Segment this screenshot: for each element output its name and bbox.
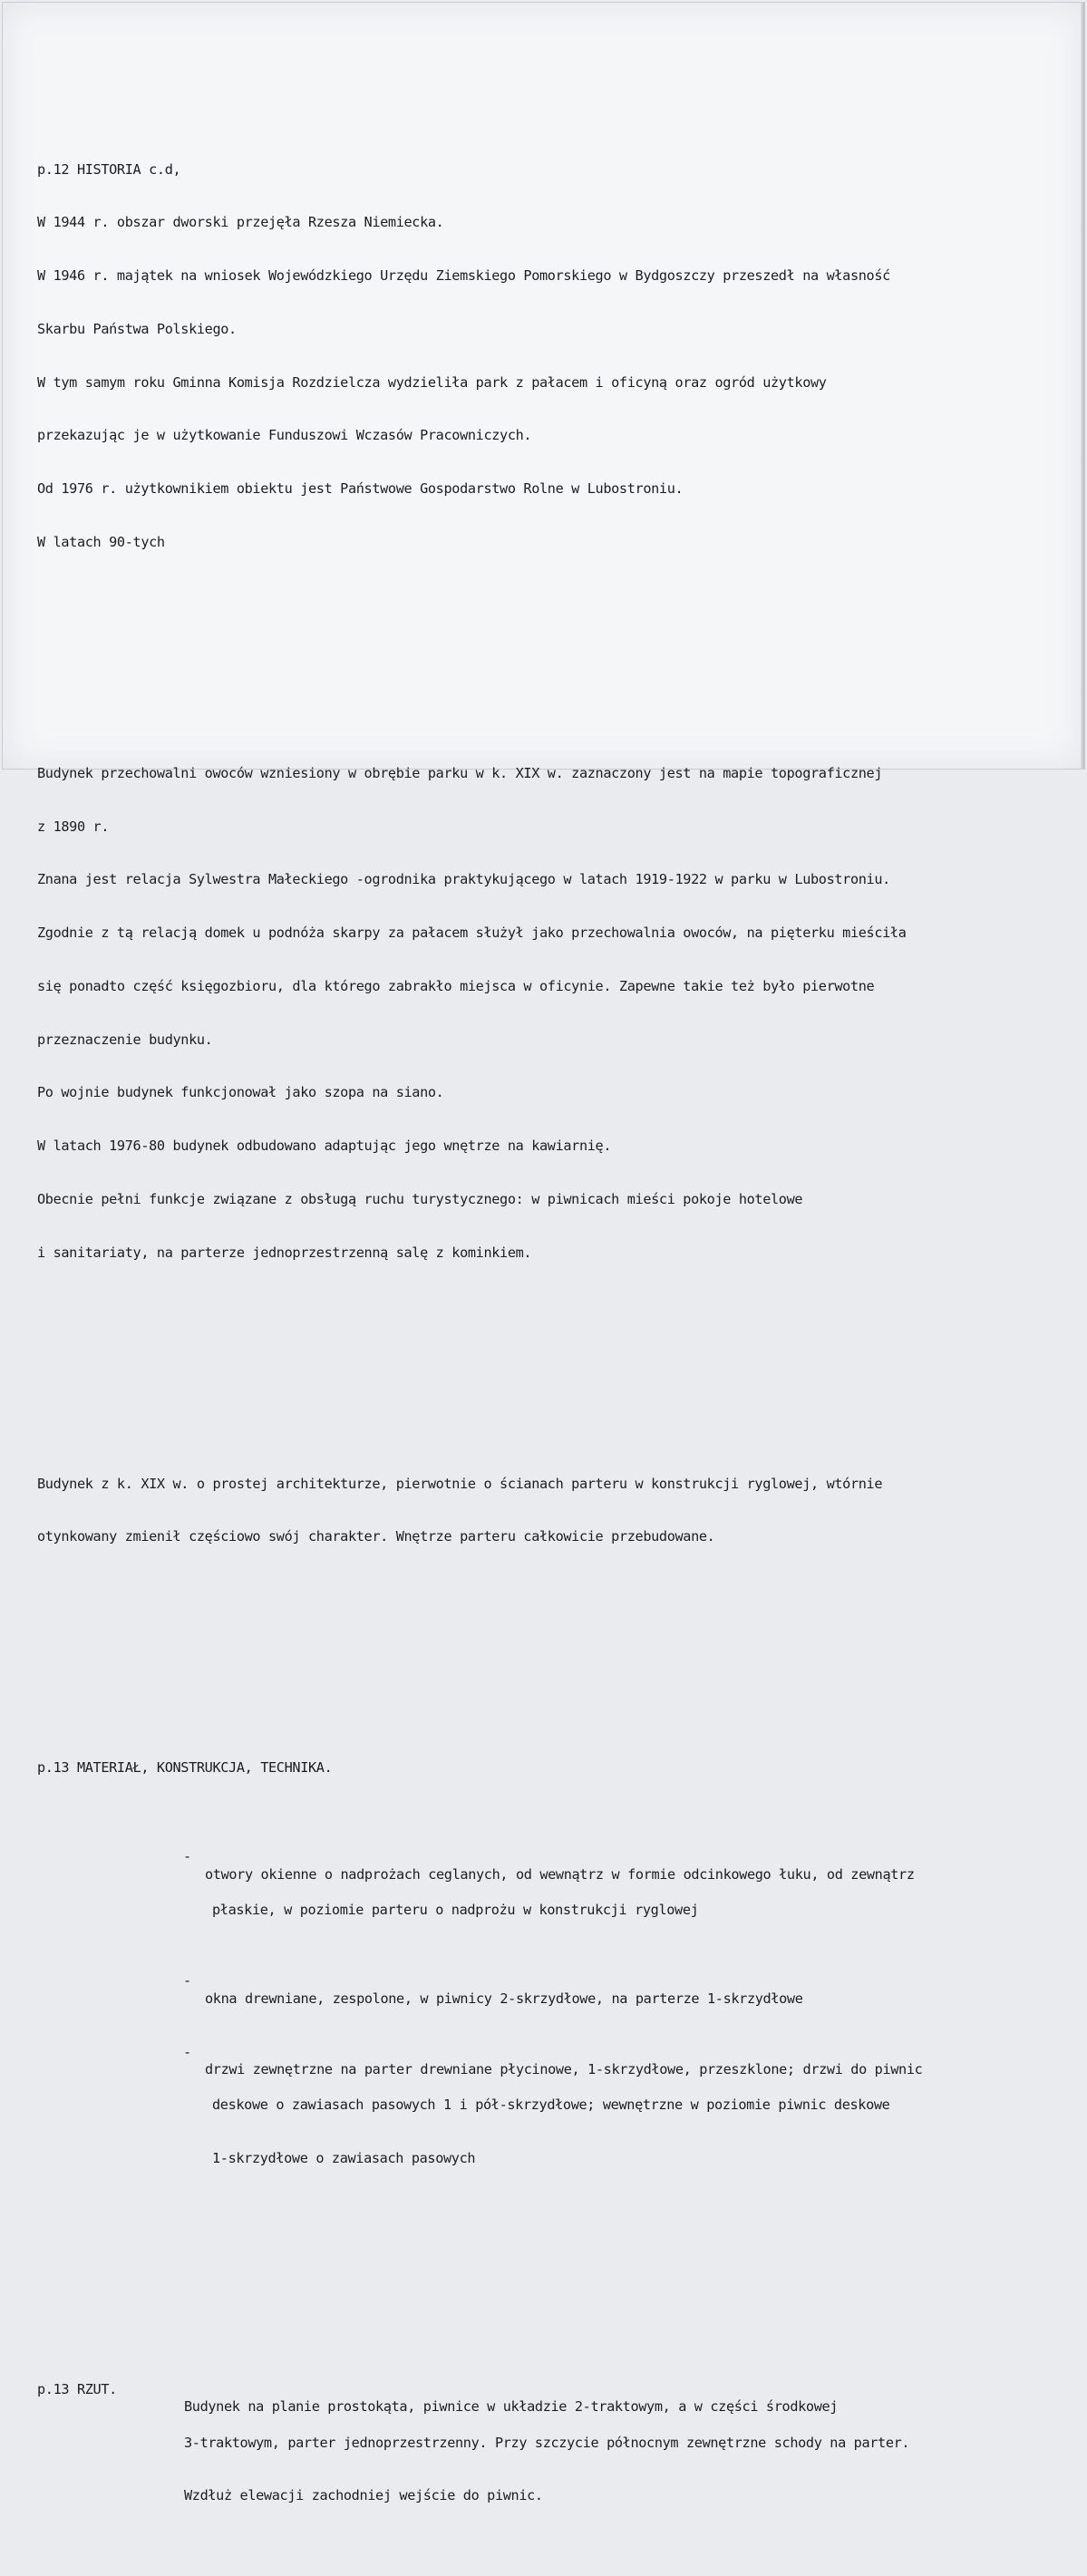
section-building-history bbox=[37, 730, 1071, 1298]
bullet-item bbox=[37, 1955, 1071, 2007]
text-line: i sanitariaty, na parterze jednoprzestrzenną salę z kominkiem. bbox=[37, 1244, 532, 1261]
bullet-text: otwory okienne o nadprożach ceglanych, od wewnątrz w formie odcinkowego łuku, od zewnątrz bbox=[205, 1865, 915, 1883]
text-line: Skarbu Państwa Polskiego. bbox=[37, 320, 237, 337]
paragraph-gap bbox=[37, 1351, 1071, 1369]
section-heading-historia: p.12 HISTORIA c.d, bbox=[37, 160, 181, 178]
text-line: Znana jest relacja Sylwestra Małeckiego -ogrodnika praktykującego w latach 1919-1922 w parku w Lubostroniu. bbox=[37, 871, 890, 888]
document-body bbox=[37, 54, 1071, 2576]
bullet-text: deskowe o zawiasach pasowych 1 i pół-skrzydłowe; wewnętrzne w poziomie piwnic deskowe bbox=[212, 2097, 890, 2114]
bullet-text: okna drewniane, zespolone, w piwnicy 2-skrzydłowe, na parterze 1-skrzydłowe bbox=[205, 1990, 803, 2007]
bullet-continuation bbox=[37, 2079, 1071, 2114]
paragraph-gap bbox=[37, 1635, 1071, 1653]
text-line: W latach 1976-80 budynek odbudowano adaptując jego wnętrze na kawiarnię. bbox=[37, 1138, 612, 1155]
text-line: Wzdłuż elewacji zachodniej wejście do piwnic. bbox=[184, 2487, 543, 2504]
rzut-row bbox=[37, 2470, 1071, 2504]
paragraph-gap bbox=[37, 2239, 1071, 2257]
text-line: Od 1976 r. użytkownikiem obiektu jest Państwowe Gospodarstwo Rolne w Lubostroniu. bbox=[37, 480, 684, 498]
bullet-dash: - bbox=[183, 1972, 191, 1990]
bullet-item bbox=[37, 2026, 1071, 2078]
text-line: W 1944 r. obszar dworski przejęła Rzesza Niemiecka. bbox=[37, 214, 444, 231]
text-line: Budynek z k. XIX w. o prostej architekturze, pierwotnie o ścianach parteru w konstrukcji ryglowej, wtórnie bbox=[37, 1475, 883, 1492]
section-rzut bbox=[37, 2328, 1071, 2523]
section-heading-rzut: p.13 RZUT. bbox=[37, 2380, 117, 2397]
text-line: Zgodnie z tą relacją domek u podnóża skarpy za pałacem służył jako przechowalnia owoców, na pięterku mieściła bbox=[37, 925, 907, 942]
text-line: Budynek przechowalni owoców wzniesiony w obrębie parku w k. XIX w. zaznaczony jest na mapie topograficznej bbox=[37, 764, 883, 781]
text-line: się ponadto część księgozbioru, dla którego zabrakło miejsca w oficynie. Zapewne takie też było pierwotne bbox=[37, 977, 875, 994]
paragraph-gap bbox=[37, 641, 1071, 659]
text-line: W 1946 r. majątek na wniosek Wojewódzkiego Urzędu Ziemskiego Pomorskiego w Bydgoszczy przeszedł na własność bbox=[37, 267, 890, 285]
section-heading-material: p.13 MATERIAŁ, KONSTRUKCJA, TECHNIKA. bbox=[37, 1759, 333, 1776]
bullet-text: drzwi zewnętrzne na parter drewniane płycinowe, 1-skrzydłowe, przeszklone; drzwi do piwnic bbox=[205, 2061, 923, 2078]
bullet-text: 1-skrzydłowe o zawiasach pasowych bbox=[212, 2150, 476, 2167]
text-line: W tym samym roku Gminna Komisja Rozdzielcza wydzieliła park z pałacem i oficyną oraz ogród użytkowy bbox=[37, 373, 827, 391]
text-line: W latach 90-tych bbox=[37, 534, 165, 551]
rzut-row bbox=[37, 2416, 1071, 2451]
bullet-item bbox=[37, 1830, 1071, 1883]
text-line: otynkowany zmienił częściowo swój charakter. Wnętrze parteru całkowicie przebudowane. bbox=[37, 1528, 715, 1545]
text-line: Obecnie pełni funkcje związane z obsługą ruchu turystycznego: w piwnicach mieści pokoje hotelowe bbox=[37, 1191, 803, 1207]
section-historia bbox=[37, 125, 1071, 586]
bullet-continuation bbox=[37, 1884, 1071, 1918]
text-line: 3-traktowym, parter jednoprzestrzenny. Przy szczycie północnym zewnętrzne schody na parter. bbox=[184, 2434, 910, 2451]
text-line: z 1890 r. bbox=[37, 818, 110, 835]
text-line: Budynek na planie prostokąta, piwnice w układzie 2-traktowym, a w części środkowej bbox=[184, 2398, 839, 2416]
rzut-row bbox=[37, 2363, 1071, 2416]
text-line: Po wojnie budynek funkcjonował jako szopa na siano. bbox=[37, 1084, 444, 1101]
section-material bbox=[37, 1724, 1071, 2185]
section-architecture bbox=[37, 1439, 1071, 1582]
bullet-text: płaskie, w poziomie parteru o nadprożu w konstrukcji ryglowej bbox=[212, 1901, 699, 1918]
text-line: przekazując je w użytkowanie Funduszowi Wczasów Pracowniczych. bbox=[37, 427, 532, 444]
document-sheet bbox=[2, 2, 1085, 2504]
bullet-dash: - bbox=[183, 1847, 191, 1864]
bullet-dash: - bbox=[183, 2043, 191, 2060]
bullet-continuation bbox=[37, 2132, 1071, 2167]
text-line: przeznaczenie budynku. bbox=[37, 1031, 213, 1048]
